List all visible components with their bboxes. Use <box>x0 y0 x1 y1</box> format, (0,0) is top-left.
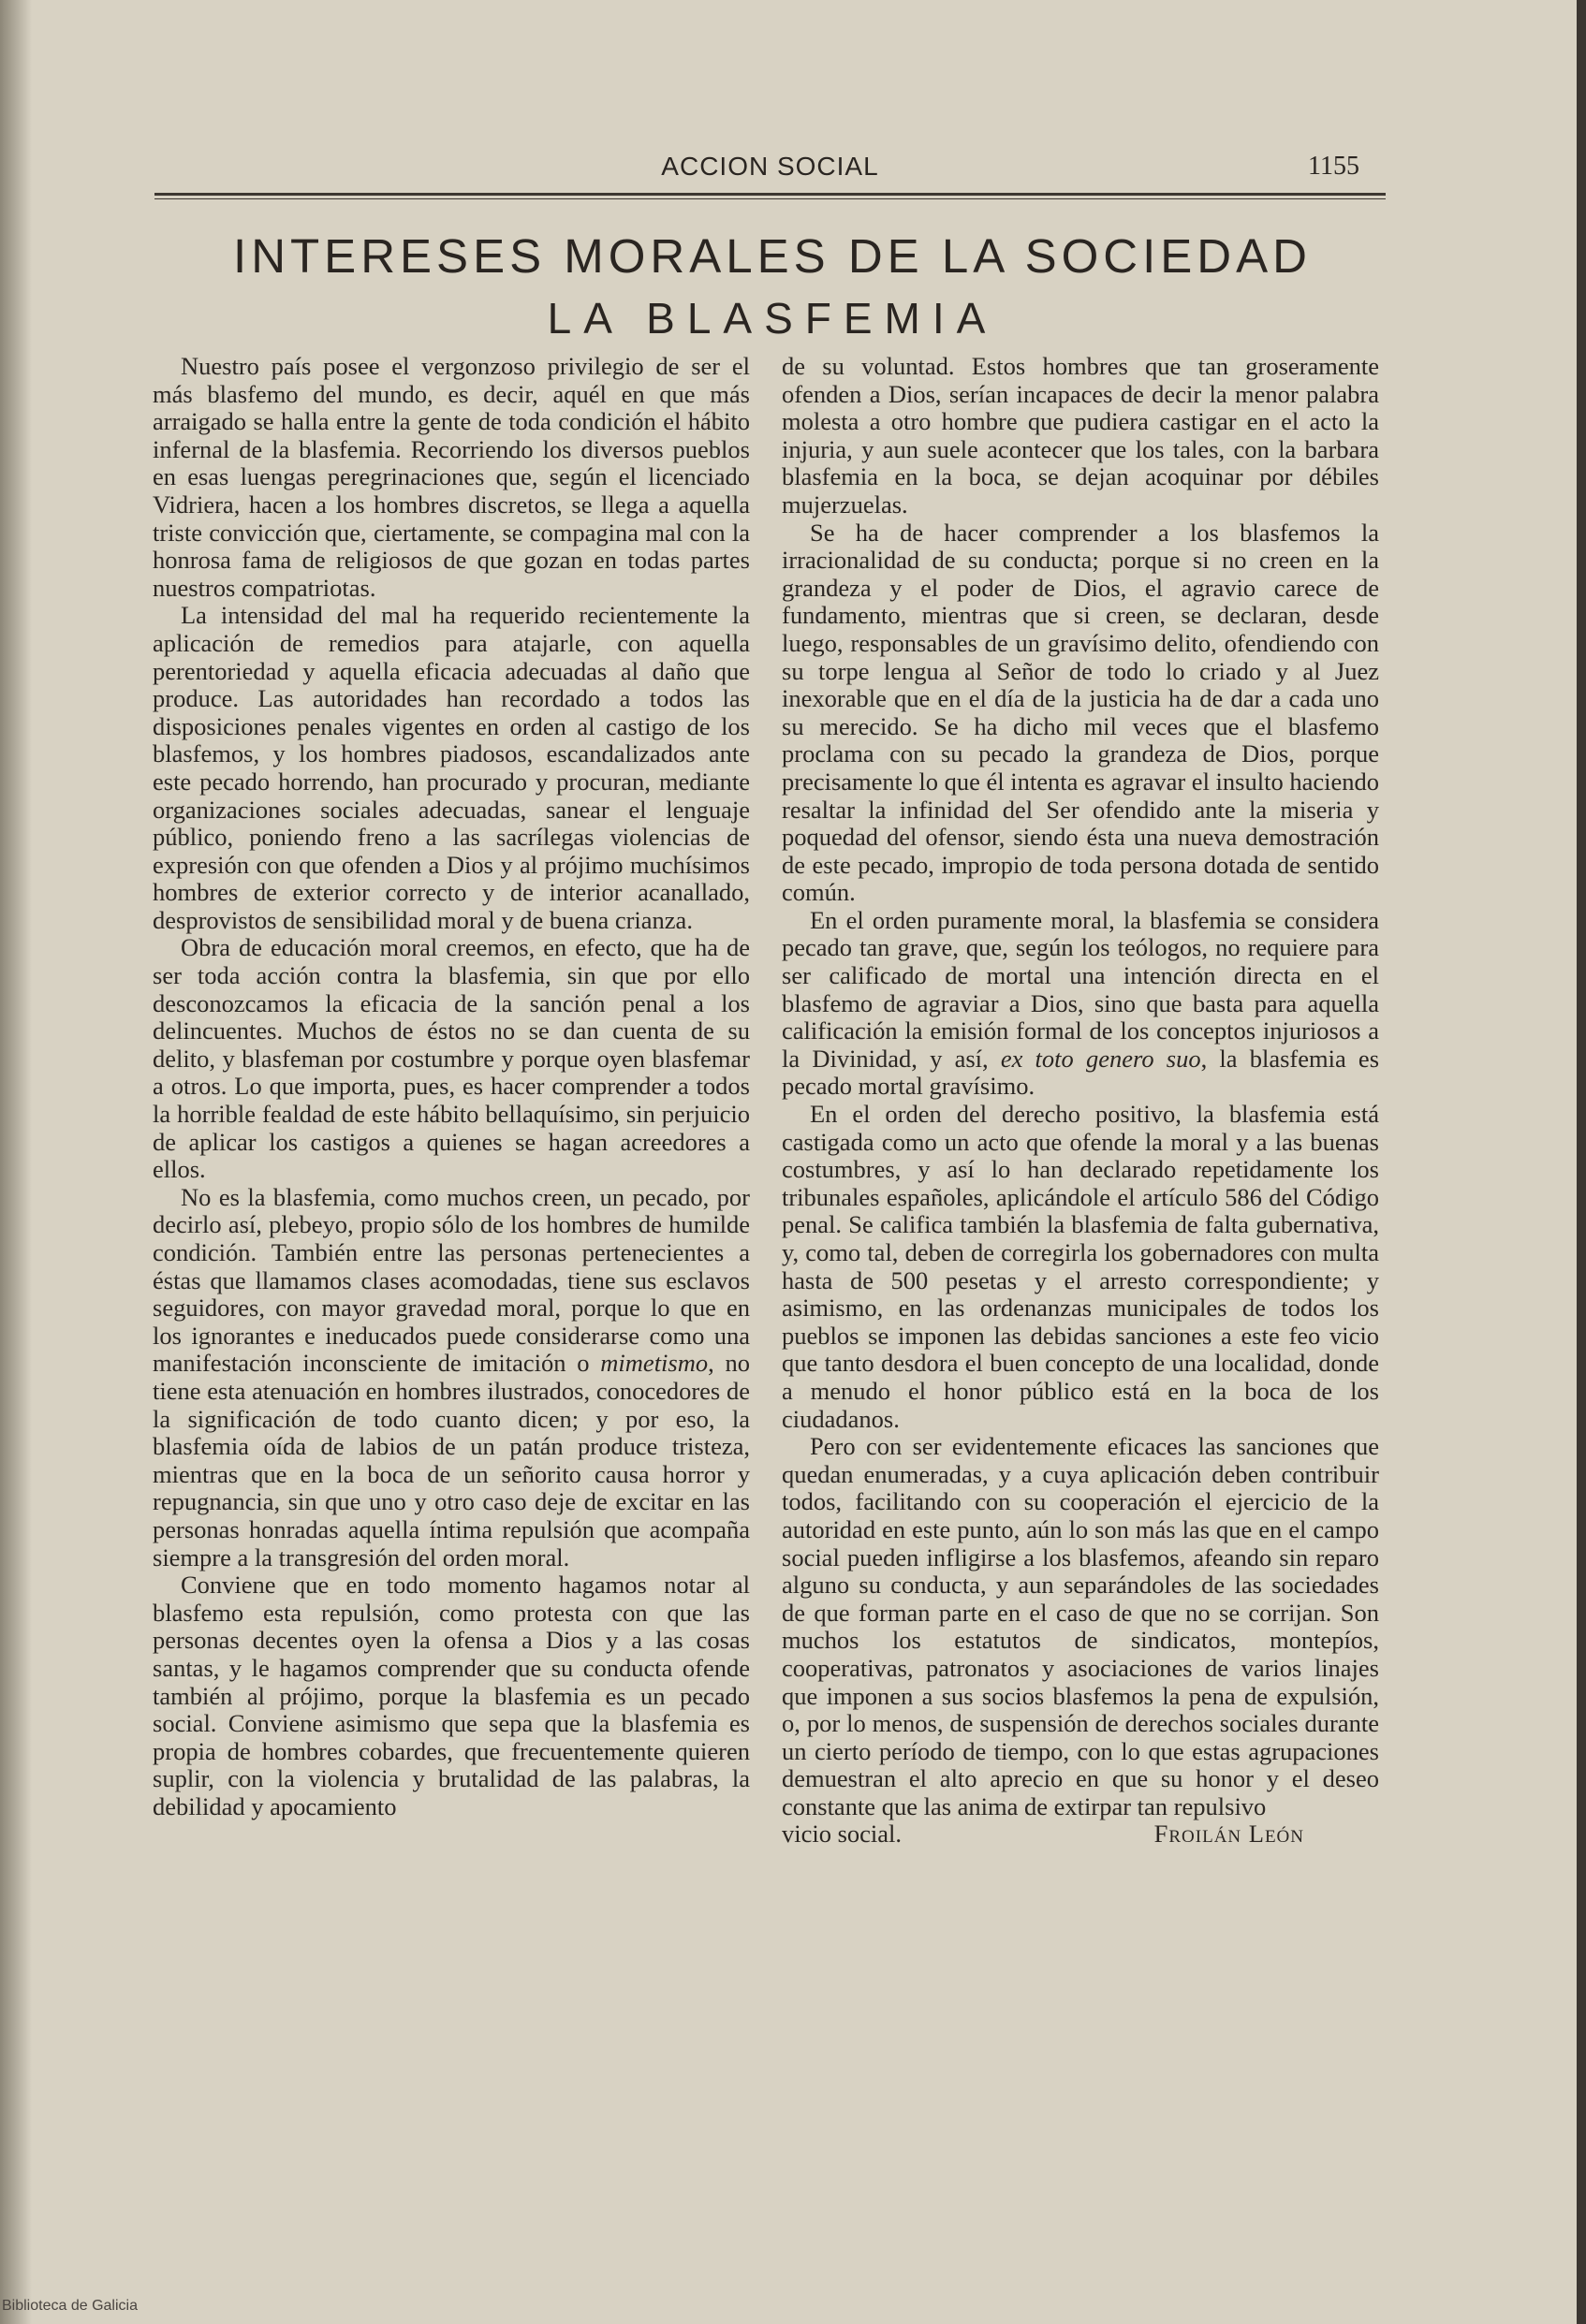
paragraph: Pero con ser evidentemente eficaces las sanciones que quedan enumeradas, y a cuya aplicación deben contribuir todos, facilitando con su cooperación el ejercicio de la autoridad en este punto, aún lo son más las que en el campo social pueden infligirse a los blasfemos, afeando sin reparo alguno su conducta, y aun separándoles de las sociedades de que forman parte en el caso de que no se corrijan. Son muchos los estatutos de sindicatos, montepíos, cooperativas, patronatos y asociaciones de varios linajes que imponen a sus socios blasfemos la pena de expulsión, o, por lo menos, de suspensión de derechos sociales durante un cierto período de tiempo, con lo que estas agrupaciones demuestran el alto aprecio en que su honor y el deseo constante que las anima de extirpar tan repulsivo <box>782 1432 1379 1820</box>
italic-term: mimetismo <box>600 1349 709 1378</box>
closing-text: vicio social. <box>782 1820 903 1849</box>
header-rule <box>154 193 1386 199</box>
paragraph <box>153 1184 750 1571</box>
paragraph: Nuestro país posee el vergonzoso privilegio de ser el más blasfemo del mundo, es decir, aquél en que más arraigado se halla entre la gente de toda condición el hábito infernal de la blasfemia. Recorriendo los diversos pueblos en esas luengas peregrinaciones que, según el licenciado Vidriera, hacen a los hombres discretos, se llega a aquella triste convicción que, ciertamente, se compagina mal con la honrosa fama de religiosos de que gozan en todas partes nuestros compatriotas. <box>153 352 750 602</box>
paragraph-continued: de su voluntad. Estos hombres que tan groseramente ofenden a Dios, serían incapaces de decir la menor palabra molesta a otro hombre que pudiera castigar en el acto la injuria, y aun suele acontecer que los tales, con la barbara blasfemia en la boca, se dejan acoquinar por débiles mujerzuelas. <box>782 352 1379 519</box>
paragraph: La intensidad del mal ha requerido recientemente la aplicación de remedios para atajarle, con aquella perentoriedad y aquella eficacia adecuadas al daño que produce. Las autoridades han recordado a todos las disposiciones penales vigentes en orden al castigo de los blasfemos, y los hombres piadosos, escandalizados ante este pecado horrendo, han procurado y procuran, mediante organizaciones sociales adecuadas, sanear el lenguaje público, poniendo freno a las sacrílegas violencias de expresión con que ofenden a Dios y al prójimo muchísimos hombres de exterior correcto y de interior acanallado, desprovistos de sensibilidad moral y de buena crianza. <box>153 601 750 934</box>
paragraph: Conviene que en todo momento hagamos notar al blasfemo esta repulsión, como protesta con que las personas decentes oyen la ofensa a Dios y a las cosas santas, y le hagamos comprender que su conducta ofende también al prójimo, porque la blasfemia es un pecado social. Conviene asimismo que sepa que la blasfemia es propia de hombres cobardes, que frecuentemente quieren suplir, con la violencia y brutalidad de las palabras, la debilidad y apocamiento <box>153 1571 750 1820</box>
paragraph: Se ha de hacer comprender a los blasfemos la irracionalidad de su conducta; porque si no creen en la grandeza y el poder de Dios, el agravio carece de fundamento, mientras que si creen, se declaran, desde luego, responsables de un gravísimo delito, ofendiendo con su torpe lengua al Señor de todo lo criado y al Juez inexorable que en el día de la justicia ha de dar a cada uno su merecido. Se ha dicho mil veces que el blasfemo proclama con su pecado la grandeza de Dios, porque precisamente lo que él intenta es agravar el insulto haciendo resaltar la infinidad del Ser ofendido ante la miseria y poquedad del ofensor, siendo ésta una nueva demostración de este pecado, impropio de toda persona dotada de sentido común. <box>782 518 1379 907</box>
right-column <box>782 353 1379 1849</box>
author-signature: Froilán León <box>1153 1820 1304 1849</box>
article-title: LA BLASFEMIA <box>547 294 998 343</box>
page-outer-edge <box>1577 0 1586 2324</box>
left-column <box>153 353 750 1820</box>
text-run: , la blasfemia es pecado mortal gravísimo. <box>782 1044 1380 1101</box>
text-run: En el orden puramente moral, la blasfemia se considera pecado tan grave, que, según los teólogos, no requiere para ser calificado de mortal una intención directa en el blasfemo de agraviar a Dios, sino que basta para aquella calificación la emisión formal de los conceptos injuriosos a la Divinidad, y así, <box>782 905 1379 1073</box>
running-header <box>154 152 1386 193</box>
library-credit: Biblioteca de Galicia <box>2 2298 138 2314</box>
text-run: , no tiene esta atenuación en hombres ilustrados, conocedores de la significación de todo cuanto dicen; y por eso, la blasfemia oída de labios de un patán produce tristeza, mientras que en la boca de un señorito causa horror y repugnancia, sin que uno y otro caso deje de excitar en las personas honradas aquella íntima repulsión que acompaña siempre a la transgresión del orden moral. <box>153 1349 751 1571</box>
publication-title: ACCION SOCIAL <box>661 152 879 181</box>
closing-line <box>782 1820 1379 1849</box>
italic-term: ex toto genero suo <box>1000 1044 1201 1073</box>
section-title: INTERESES MORALES DE LA SOCIEDAD <box>233 229 1312 283</box>
paragraph: En el orden del derecho positivo, la blasfemia está castigada como un acto que ofende la moral y a las buenas costumbres, y así lo han declarado repetidamente los tribunales españoles, aplicándole el artículo 586 del Código penal. Se califica también la blasfemia de falta gubernativa, y, como tal, deben de corregirla los gobernadores con multa hasta de 500 pesetas y el arresto correspondiente; y asimismo, en las ordenanzas municipales de todos los pueblos se imponen las debidas sanciones a este feo vicio que tanto desdora el buen concepto de una localidad, donde a menudo el honor público está en la boca de los ciudadanos. <box>782 1100 1379 1433</box>
text-run: No es la blasfemia, como muchos creen, un pecado, por decirlo así, plebeyo, propio sólo de los hombres de humilde condición. También entre las personas pertenecientes a éstas que llamamos clases acomodadas, tiene sus esclavos seguidores, con mayor gravedad moral, porque lo que en los ignorantes e ineducados puede considerarse como una manifestación inconsciente de imitación o <box>153 1182 750 1378</box>
page-number: 1155 <box>1308 152 1359 181</box>
page-binding-edge <box>0 0 32 2324</box>
paragraph <box>782 907 1379 1101</box>
paragraph: Obra de educación moral creemos, en efecto, que ha de ser toda acción contra la blasfemia, sin que por ello desconozcamos la eficacia de la sanción penal a los delincuentes. Muchos de éstos no se dan cuenta de su delito, y blasfeman por costumbre y porque oyen blasfemar a otros. Lo que importa, pues, es hacer comprender a todos la horrible fealdad de este hábito bellaquísimo, sin perjuicio de aplicar los castigos a quienes se hagan acreedores a ellos. <box>153 933 750 1184</box>
